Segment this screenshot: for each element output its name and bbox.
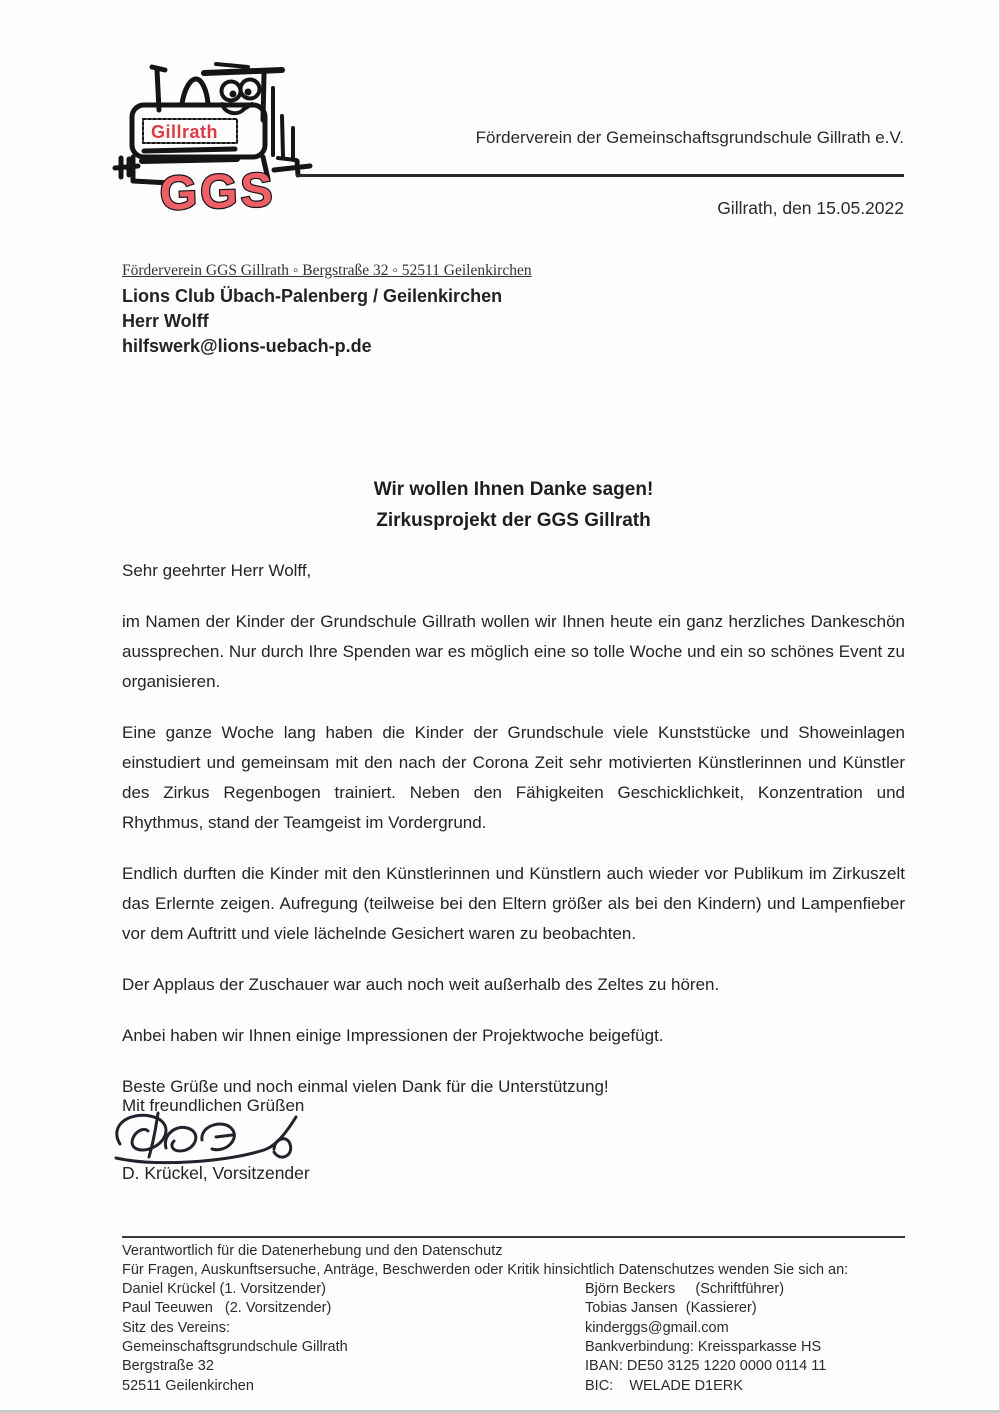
footer-right-line: Tobias Jansen (Kassierer)	[585, 1300, 757, 1317]
signature-icon	[104, 1106, 319, 1170]
footer-privacy-contact: Für Fragen, Auskunftsersuche, Anträge, Beschwerden oder Kritik hinsichtlich Datenschutzes wenden Sie sich an:	[122, 1261, 849, 1278]
footer-right-line: BIC: WELADE D1ERK	[585, 1377, 743, 1394]
footer-right-line: Björn Beckers (Schriftführer)	[585, 1281, 785, 1298]
paragraph-5: Anbei haben wir Ihnen einige Impressionen der Projektwoche beigefügt.	[122, 1026, 664, 1045]
paragraph-3: Endlich durften die Kinder mit den Künstlerinnen und Künstlern auch wieder vor Publikum im Zirkuszelt das Erlernte zeigen. Aufregung (teilweise bei den Eltern größer als bei den Kindern) und Lampenfieber vor dem Auftritt und viele lächelnde Gesichert waren zu beobachten.	[122, 864, 905, 943]
date-line: Gillrath, den 15.05.2022	[717, 198, 904, 218]
closing-salute: Mit freundlichen Grüßen	[122, 1096, 305, 1115]
footer-privacy-title: Verantwortlich für die Datenerhebung und den Datenschutz	[122, 1242, 503, 1259]
header-rule	[296, 174, 904, 177]
footer-right-column	[585, 1280, 905, 1396]
logo-town-text: Gillrath	[151, 122, 219, 142]
address-block	[122, 262, 532, 359]
footer-left-line: Daniel Krückel (1. Vorsitzender)	[122, 1281, 326, 1298]
footer-rule	[122, 1236, 905, 1238]
footer-left-line: Gemeinschaftsgrundschule Gillrath	[122, 1338, 348, 1355]
paragraph-1: im Namen der Kinder der Grundschule Gillrath wollen wir Ihnen heute ein ganz herzliches Dankeschön aussprechen. Nur durch Ihre Spenden war es möglich eine so tolle Woche und ein so schönes Event zu organisieren.	[122, 612, 905, 691]
recipient-name: Herr Wolff	[122, 311, 209, 331]
title-line-2: Zirkusprojekt der GGS Gillrath	[376, 510, 651, 531]
train-logo-icon	[112, 58, 317, 228]
org-name: Förderverein der Gemeinschaftsgrundschule Gillrath e.V.	[475, 128, 904, 147]
footer-left-column	[122, 1280, 585, 1396]
recipient-email: hilfswerk@lions-uebach-p.de	[122, 336, 372, 356]
footer-right-line: IBAN: DE50 3125 1220 0000 0114 11	[585, 1358, 827, 1375]
paragraph-2: Eine ganze Woche lang haben die Kinder der Grundschule viele Kunststücke und Showeinlagen einstudiert und gemeinsam mit den nach der Corona Zeit sehr motivierten Künstlerinnen und Künstler des Zirkus Regenbogen trainiert. Neben den Fähigkeiten Geschicklichkeit, Konzentration und Rhythmus, stand der Teamgeist im Vordergrund.	[122, 723, 905, 832]
title-line-1: Wir wollen Ihnen Danke sagen!	[373, 479, 654, 500]
sender-return-line: Förderverein GGS Gillrath ◦ Bergstraße 32 ◦ 52511 Geilenkirchen	[122, 262, 532, 279]
footer-right-line: Bankverbindung: Kreissparkasse HS	[585, 1338, 822, 1355]
paragraph-6: Beste Grüße und noch einmal vielen Dank für die Unterstützung!	[122, 1077, 609, 1096]
footer-left-line: Sitz des Vereins:	[122, 1319, 230, 1336]
letter-title	[122, 474, 905, 536]
salutation: Sehr geehrter Herr Wolff,	[122, 561, 312, 580]
signer-name: D. Krückel, Vorsitzender	[122, 1163, 310, 1183]
footer-left-line: Paul Teeuwen (2. Vorsitzender)	[122, 1300, 332, 1317]
logo-initials-text: GGS	[158, 163, 277, 221]
footer-right-line: kinderggs@gmail.com	[585, 1319, 729, 1336]
recipient-org: Lions Club Übach-Palenberg / Geilenkirchen	[122, 286, 503, 306]
paragraph-4: Der Applaus der Zuschauer war auch noch weit außerhalb des Zeltes zu hören.	[122, 975, 720, 994]
footer-left-line: Bergstraße 32	[122, 1358, 214, 1375]
footer-block	[122, 1236, 905, 1396]
footer-left-line: 52511 Geilenkirchen	[122, 1377, 254, 1394]
letter-body	[122, 556, 905, 1123]
ggs-train-logo	[112, 58, 317, 228]
